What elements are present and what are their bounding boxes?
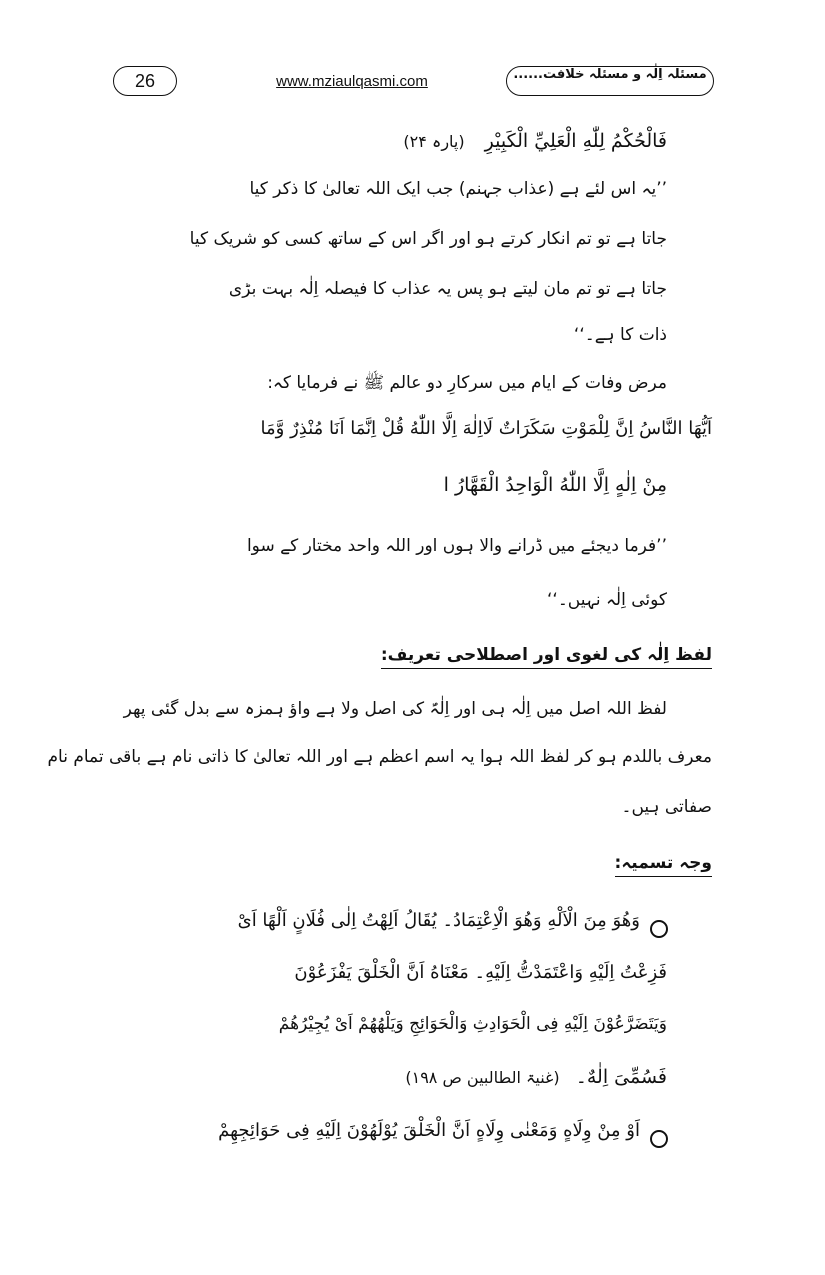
translation-1-line-4: ذات کا ہے۔‘‘ bbox=[573, 325, 667, 345]
website-url[interactable]: www.mziaulqasmi.com bbox=[276, 73, 428, 90]
translation-1-line-2: جاتا ہے تو تم انکار کرتے ہو اور اگر اس کے ساتھ کسی کو شریک کیا bbox=[189, 229, 667, 249]
definition-line-1: لفظ اللہ اصل میں اِلٰہ ہی اور اِلٰہٌ کی اصل ولا ہے واؤ ہمزہ سے بدل گئی پھر bbox=[123, 699, 667, 719]
etymology-1-line-1: وَهُوَ مِنَ الْاَلْهِ وَهُوَ الْاِعْتِمَادُ۔ يُقَالُ اَلِهْتُ اِلٰى فُلَانٍ اَلْهًا اَىْ bbox=[237, 910, 640, 931]
book-title: مسئلہ اِلٰہ و مسئلہ خلافت...... bbox=[506, 66, 714, 96]
etymology-1-reference: (غنیۃ الطالبین ص ۱۹۸) bbox=[405, 1068, 560, 1087]
translation-2-line-2: کوئی اِلٰہ نہیں۔‘‘ bbox=[547, 590, 667, 610]
etymology-1-line-2: فَزِعْتُ اِلَيْهِ وَاعْتَمَدْتُّ اِلَيْهِ۔ مَعْنَاهُ اَنَّ الْخَلْقَ يَفْزَعُوْنَ bbox=[294, 962, 667, 983]
heading-definition: لفظ اِلٰہ کی لغوی اور اصطلاحی تعریف: bbox=[381, 644, 712, 669]
intro-2: مرض وفات کے ایام میں سرکارِ دو عالم ﷺ نے فرمایا کہ: bbox=[267, 373, 667, 393]
hadith-line-1: اَيُّهَا النَّاسُ اِنَّ لِلْمَوْتِ سَكَرَاتٌ لَااِلٰهَ اِلَّا اللّٰهُ قُلْ اِنَّمَا اَنَا مُنْذِرٌ وَّمَا bbox=[260, 418, 712, 439]
hadith-line-2: مِنْ اِلٰهٍ اِلَّا اللّٰهُ الْوَاحِدُ الْقَهَّارُ ا bbox=[443, 474, 667, 496]
translation-1-line-3: جاتا ہے تو تم مان لیتے ہو پس یہ عذاب کا فیصلہ اِلٰہ بہت بڑی bbox=[228, 279, 667, 299]
etymology-1-line-4 bbox=[405, 1066, 667, 1088]
definition-line-2: معرف باللدم ہو کر لفظ اللہ ہوا یہ اسم اعظم ہے اور اللہ تعالیٰ کا ذاتی نام ہے باقی تمام نام bbox=[47, 747, 712, 767]
definition-line-3: صفاتی ہیں۔ bbox=[621, 797, 712, 817]
etymology-1-line-3: وَيَتَضَرَّعُوْنَ اِلَيْهِ فِى الْحَوَادِثِ وَالْحَوَائِجِ وَيَلْهُهُمْ اَىْ يُجِيْرُهُمْ bbox=[278, 1014, 667, 1034]
bullet-circle-icon bbox=[650, 920, 668, 938]
verse-1-reference: (پارہ ۲۴) bbox=[403, 132, 465, 151]
translation-2-line-1: ’’فرما دیجئے میں ڈرانے والا ہوں اور اللہ واحد مختار کے سوا bbox=[246, 536, 667, 556]
bullet-circle-icon bbox=[650, 1130, 668, 1148]
etymology-2-line-1: اَوْ مِنْ وِلَاهٍ وَمَعْنٰى وِلَاهٍ اَنَّ الْخَلْقَ يُوْلَهُوْنَ اِلَيْهِ فِى حَوَائِجِهِمْ bbox=[218, 1120, 640, 1141]
verse-1-text: فَالْحُكْمُ لِلّٰهِ الْعَلِيِّ الْكَبِيْرِ bbox=[484, 130, 667, 152]
page-number: 26 bbox=[113, 66, 177, 96]
etymology-1-text: فَسُمِّىَ اِلٰهٌ۔ bbox=[575, 1066, 667, 1088]
translation-1-line-1: ’’یہ اس لئے ہے (عذاب جہنم) جب ایک اللہ تعالیٰ کا ذکر کیا bbox=[249, 179, 667, 199]
heading-etymology: وجہ تسمیہ: bbox=[615, 852, 712, 877]
verse-1 bbox=[403, 130, 667, 152]
